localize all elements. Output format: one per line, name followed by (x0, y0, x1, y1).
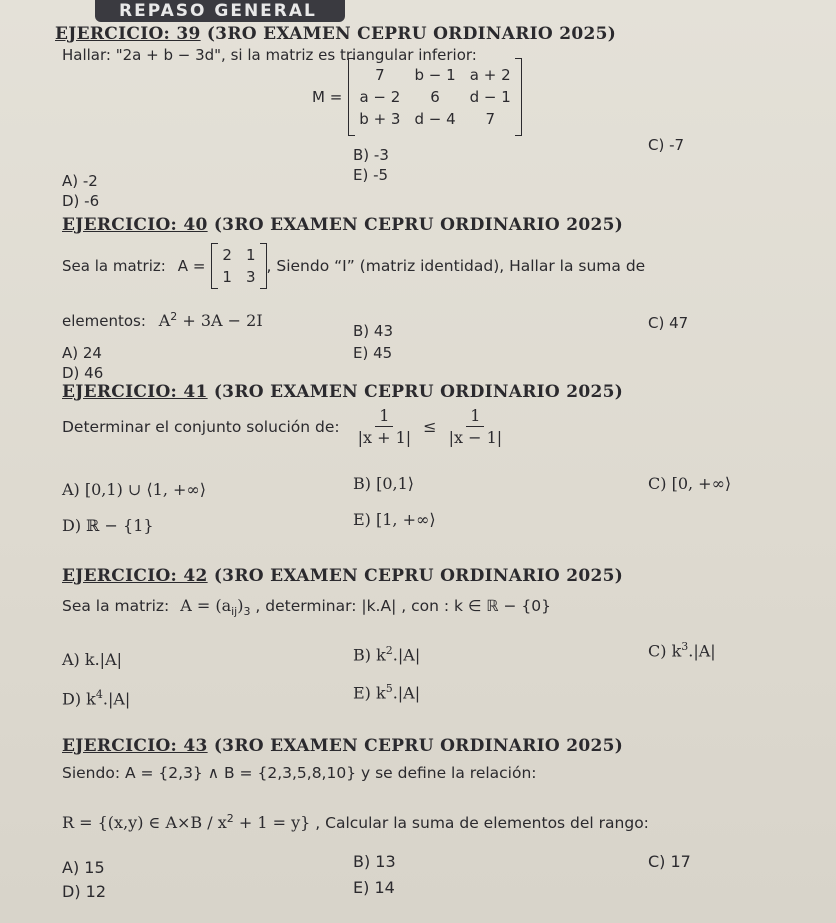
exercise-40-prompt-c: elementos: (62, 312, 146, 330)
exercise-39-option-b[interactable]: B) -3 (353, 146, 389, 164)
matrix-a-entry: 1 (222, 268, 232, 286)
exercise-40-option-a[interactable]: A) 24 (62, 344, 102, 362)
matrix-m-label: M = (312, 88, 343, 106)
matrix-m-entry: a − 2 (359, 88, 401, 106)
exercise-42-option-d[interactable] (62, 688, 130, 708)
exercise-40-option-c[interactable]: C) 47 (648, 314, 689, 332)
matrix-a-label: A = (177, 257, 206, 275)
matrix-m-entries (355, 66, 515, 128)
option-e-text: E) k (353, 683, 386, 703)
exercise-39-option-a[interactable]: A) -2 (62, 172, 98, 190)
exercise-41-option-e[interactable]: E) [1, +∞⟩ (353, 510, 436, 529)
exercise-43-option-a[interactable]: A) 15 (62, 858, 105, 877)
header-banner (95, 0, 345, 22)
exercise-41-prompt-text: Determinar el conjunto solución de: (62, 417, 340, 436)
exercise-41-option-d[interactable]: D) ℝ − {1} (62, 516, 154, 535)
exercise-42-number: EJERCICIO: 42 (62, 566, 208, 586)
exercise-41-option-c[interactable]: C) [0, +∞⟩ (648, 474, 732, 493)
exercise-39-option-c[interactable]: C) -7 (648, 136, 685, 154)
exercise-39-option-e[interactable]: E) -5 (353, 166, 389, 184)
exercise-39-source: (3RO EXAMEN CEPRU ORDINARIO 2025) (206, 24, 617, 44)
exercise-42-prompt-a: Sea la matriz: (62, 597, 170, 615)
matrix-m-entry: 7 (375, 66, 385, 84)
matrix-expr: A = (a (180, 596, 232, 615)
matrix-a-entry: 3 (245, 268, 256, 286)
exercise-40-option-d[interactable]: D) 46 (62, 364, 104, 382)
exercise-41-source: (3RO EXAMEN CEPRU ORDINARIO 2025) (213, 382, 624, 402)
exercise-41-title (62, 382, 623, 402)
exercise-43-option-e[interactable]: E) 14 (353, 878, 395, 897)
exercise-40-expression (62, 310, 263, 330)
matrix-m-entry: a + 2 (469, 66, 511, 84)
exercise-42-prompt (62, 596, 551, 618)
matrix-close: ) (237, 596, 244, 615)
exercise-39-prompt-a: Hallar: "2a + b − 3d", (62, 46, 226, 64)
exercise-42-source: (3RO EXAMEN CEPRU ORDINARIO 2025) (213, 566, 624, 586)
exercise-40-option-b[interactable]: B) 43 (353, 322, 393, 340)
fraction-right-numerator: 1 (466, 406, 484, 427)
fraction-left-denominator: |x + 1| (357, 428, 412, 447)
matrix-a-entry: 2 (222, 246, 232, 264)
expr-rest: + 3A − 2I (177, 311, 263, 330)
fraction-right-denominator: |x − 1| (448, 428, 503, 447)
option-b-text: B) k (353, 645, 386, 665)
option-e-suffix: .|A| (392, 683, 421, 703)
exercise-39-option-d[interactable]: D) -6 (62, 192, 100, 210)
fraction-left (354, 406, 416, 447)
exercise-40-number: EJERCICIO: 40 (62, 215, 208, 235)
matrix-m-entry: d − 4 (414, 110, 456, 128)
exercise-42-option-e[interactable] (353, 682, 420, 702)
exercise-42-option-a[interactable] (62, 650, 122, 669)
relation-post: + 1 = y} (233, 813, 311, 833)
exercise-40-source: (3RO EXAMEN CEPRU ORDINARIO 2025) (213, 215, 624, 235)
option-b-exponent: 2 (385, 644, 393, 657)
exercise-43-option-d[interactable]: D) 12 (62, 882, 107, 901)
exercise-41-option-b[interactable]: B) [0,1⟩ (353, 474, 415, 493)
option-d-text: D) k (62, 689, 96, 709)
option-c-text: C) k (648, 641, 682, 661)
exercise-40-option-e[interactable]: E) 45 (353, 344, 393, 362)
option-d-suffix: .|A| (102, 689, 131, 709)
exercise-40-prompt-a: Sea la matriz: (62, 257, 166, 275)
exercise-42-prompt-b: , determinar: |k.A| , con : k ∈ ℝ − {0} (255, 597, 552, 615)
option-c-exponent: 3 (681, 640, 689, 653)
matrix-sub-ij: ij (231, 605, 238, 619)
exercise-43-option-c[interactable]: C) 17 (648, 852, 691, 871)
exercise-42-title (62, 566, 623, 586)
exercise-41-prompt (62, 406, 506, 447)
inequality-symbol: ≤ (423, 417, 437, 436)
matrix-a (211, 243, 266, 289)
relation-exponent: 2 (226, 812, 234, 825)
exercise-40-prompt-b: , Siendo “I” (matriz identidad), Hallar la suma de (266, 257, 646, 275)
exercise-43-title (62, 736, 623, 756)
exercise-39-prompt-b: si la matriz es triangular inferior: (230, 46, 477, 64)
banner-text: REPASO GENERAL (119, 1, 317, 21)
option-a-text: A) k.|A| (62, 650, 122, 669)
matrix-m-entry: b − 1 (414, 66, 456, 84)
exercise-40-prompt (62, 243, 645, 289)
exercise-39-title (55, 24, 616, 44)
exercise-43-source: (3RO EXAMEN CEPRU ORDINARIO 2025) (213, 736, 624, 756)
exercise-43-prompt-b: , Calcular la suma de elementos del rango: (315, 814, 649, 833)
matrix-a-entries (218, 246, 259, 286)
exercise-43-number: EJERCICIO: 43 (62, 736, 208, 756)
matrix-sub-3: 3 (243, 605, 251, 619)
exercise-41-option-a[interactable]: A) [0,1) ∪ ⟨1, +∞⟩ (62, 480, 206, 499)
expr-exponent: 2 (170, 310, 178, 323)
exercise-41-number: EJERCICIO: 41 (62, 382, 208, 402)
option-b-suffix: .|A| (392, 645, 421, 665)
exercise-42-option-c[interactable] (648, 640, 716, 660)
fraction-right (445, 406, 507, 447)
matrix-m-entry: b + 3 (359, 110, 401, 128)
matrix-m-entry: 6 (430, 88, 440, 106)
matrix-m-entry: 7 (485, 110, 495, 128)
matrix-a-entry: 1 (245, 246, 256, 264)
relation-pre: R = {(x,y) ∈ A×B / x (62, 813, 227, 833)
exercise-43-option-b[interactable]: B) 13 (353, 852, 396, 871)
exercise-42-option-b[interactable] (353, 644, 420, 664)
exercise-43-relation (62, 812, 649, 832)
exercise-43-prompt-a: Siendo: A = {2,3} ∧ B = {2,3,5,8,10} y se define la relación: (62, 764, 537, 782)
exercise-39-number: EJERCICIO: 39 (55, 24, 201, 44)
matrix-m-entry: d − 1 (469, 88, 511, 106)
exercise-40-title (62, 215, 623, 235)
option-c-suffix: .|A| (688, 641, 716, 661)
matrix-m (312, 58, 522, 136)
fraction-left-numerator: 1 (375, 406, 393, 427)
option-e-exponent: 5 (385, 682, 393, 695)
option-d-exponent: 4 (95, 688, 103, 701)
expr-base: A (158, 311, 171, 330)
